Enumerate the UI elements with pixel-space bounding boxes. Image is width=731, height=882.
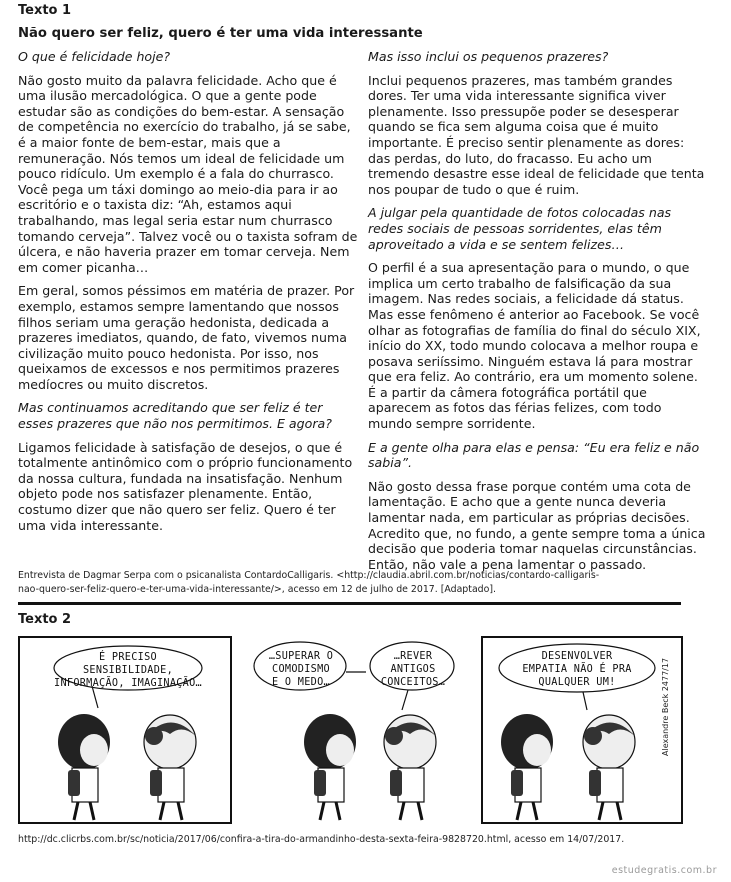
boy-figure-3 (501, 714, 553, 820)
boy-figure-2 (304, 714, 356, 820)
interview-answer: Ligamos felicidade à satisfação de desejos, o que é totalmente antinômico com o próprio funcionamento da nossa cultura, fundada na insatisfação. Nenhum objeto pode nos satisfazer plenamente. Então, costumo dizer que não quero ser feliz. Quero é ter uma vida interessante. (18, 439, 353, 533)
interview-answer: Não gosto muito da palavra felicidade. Acho que é uma ilusão mercadológica. O que a gente pode estudar são as condições do bem-estar. A sensação de competência no exercício do trabalho, já se sabe, é a maior fonte de bem-estar, mais que a remuneração. Nós temos um ideal de felicidade um pouco ridículo. Um exemplo é a fala do churrasco. Você pega um táxi domingo ao meio-dia para ir ao escritório e o taxista diz: “Ah, estamos aqui trabalhando, mas legal seria estar num churrasco tomando cerveja”. Talvez você ou o taxista sofram de úlcera, e não haveria prazer em tomar cerveja. Nem em comer picanha… (18, 72, 358, 275)
interview-question: Mas isso inclui os pequenos prazeres? (368, 49, 609, 64)
section-divider (18, 602, 681, 605)
boy-figure (58, 714, 110, 820)
interview-question: A julgar pela quantidade de fotos colocadas nas redes sociais de pessoas sorridentes, elas têm aproveitado a vida e se sentem felizes… (368, 205, 672, 252)
texto1-source: Entrevista de Dagmar Serpa com o psicanalista ContardoCalligaris. <http://claudia.abril.com.br/noticias/contardo-calligaris-nao-quero-ser-feliz-quero-e-ter-uma-vida-interessante/>, acesso em 12 de julho de 2017. [Adaptado]. (18, 570, 600, 595)
girl-figure-2 (384, 715, 436, 820)
interview-question: Mas continuamos acreditando que ser feliz é ter esses prazeres que não nos permitimos. E agora? (18, 400, 332, 432)
panel1-speech: É PRECISO SENSIBILIDADE, INFORMAÇÃO, IMAGINAÇÃO… (54, 652, 202, 689)
panel2-speech-left: …SUPERAR O COMODISMO E O MEDO… (268, 651, 334, 688)
girl-figure (144, 715, 196, 820)
right-column (368, 49, 708, 580)
panel2-speech-right: …REVER ANTIGOS CONCEITOS… (380, 651, 446, 688)
comic-panel-1 (18, 636, 232, 824)
comic-panel-3 (481, 636, 683, 824)
interview-answer: Inclui pequenos prazeres, mas também grandes dores. Ter uma vida interessante significa viver plenamente. Isso pressupõe poder se desesperar quando se fica sem alguma coisa que é muito importante. É preciso sentir plenamente as dores: das perdas, do luto, do fracasso. Eu acho um tremendo desastre esse ideal de felicidade que tenta nos poupar de tudo o que é ruim. (368, 72, 705, 197)
comic-credit: Alexandre Beck 2477/17 (661, 657, 670, 756)
panel3-speech: DESENVOLVER EMPATIA NÃO É PRA QUALQUER UM! (522, 651, 632, 688)
left-column (18, 49, 358, 541)
interview-answer: Não gosto dessa frase porque contém uma cota de lamentação. E acho que a gente nunca deveria lamentar nada, em particular as próprias decisões. Acredito que, no fundo, a gente sempre toma a única decisão que poderia tomar naquelas circunstâncias. Então, não vale a pena lamentar o passado. (368, 478, 706, 572)
interview-question: E a gente olha para elas e pensa: “Eu era feliz e não sabia”. (368, 439, 700, 471)
interview-answer: O perfil é a sua apresentação para o mundo, o que implica um certo trabalho de falsificação da sua imagem. Nas redes sociais, a felicidade dá status. Mas esse fenômeno é anterior ao Facebook. Se você olhar as fotografias de família do final do século XIX, início do XX, todo mundo colocava a melhor roupa e posava seriíssimo. Ninguém estava lá para mostrar que era feliz. Ao contrário, era um momento solene. É a partir da câmera fotográfica portátil que aparecem as fotos das férias felizes, com todo mundo sempre sorridente. (368, 260, 701, 432)
watermark: estudegratis.com.br (611, 865, 717, 876)
girl-figure-3 (583, 715, 635, 820)
texto2-label: Texto 2 (18, 612, 72, 627)
interview-question: O que é felicidade hoje? (18, 49, 171, 64)
texto2-source: http://dc.clicrbs.com.br/sc/noticia/2017/06/confira-a-tira-do-armandinho-desta-sexta-feira-9828720.html, acesso em 14/07/2017. (18, 834, 625, 845)
texto1-label: Texto 1 (18, 3, 72, 18)
article-title: Não quero ser feliz, quero é ter uma vida interessante (18, 26, 423, 41)
interview-answer: Em geral, somos péssimos em matéria de prazer. Por exemplo, estamos sempre lamentando que nossos filhos seriam uma geração hedonista, dedicada a prazeres imediatos, quando, de fato, vivemos numa civilização muito pouco hedonista. Por isso, nos queixamos de excessos e nos permitimos prazeres medíocres ou muito discretos. (18, 283, 355, 392)
comic-panel-2 (246, 636, 470, 824)
